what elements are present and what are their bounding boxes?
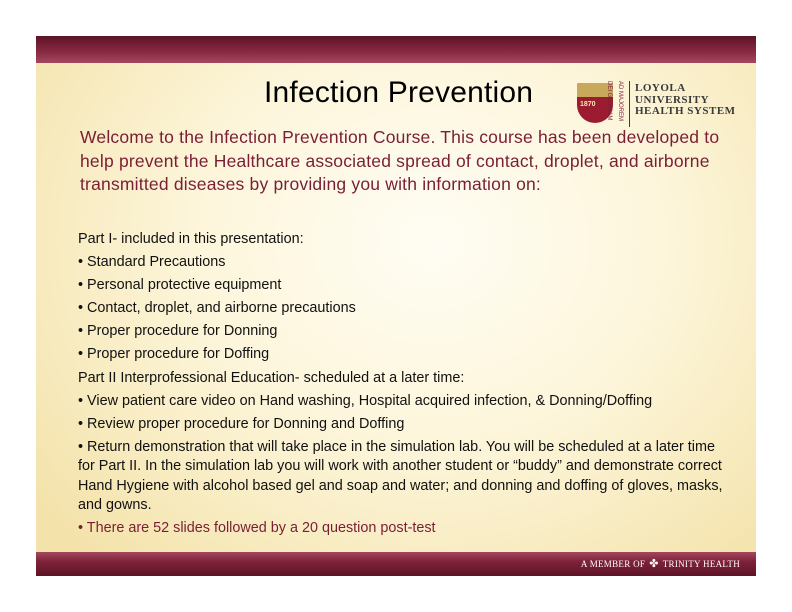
- part-2-heading: Part II Interprofessional Education- scheduled at a later time:: [78, 369, 465, 386]
- logo-divider: [629, 81, 630, 127]
- shield-motto: AD MAJOREM DEI GLORIAM: [606, 81, 623, 122]
- list-item: • Review proper procedure for Donning and Doffing: [78, 415, 405, 432]
- list-item: • Proper procedure for Doffing: [78, 346, 270, 363]
- return-demo-item: • Return demonstration that will take place in the simulation lab. You will be scheduled at a later time for Part II. In the simulation lab you will work with another student or “buddy” and demonstrate correct Hand Hygiene with alcohol based gel and soap and water; and donning and doffing of gloves, masks, and gowns.: [78, 438, 723, 514]
- intro-paragraph: Welcome to the Infection Prevention Course. This course has been developed to help prevent the Healthcare associated spread of contact, droplet, and airborne transmitted diseases by providing you with information on:: [80, 127, 720, 194]
- footer-text-after: TRINITY HEALTH: [662, 558, 740, 569]
- part-1-heading: Part I- included in this presentation:: [78, 231, 304, 247]
- footer-text-before: A MEMBER OF: [580, 558, 646, 569]
- logo-text: [635, 83, 736, 118]
- slide: [36, 36, 756, 576]
- list-item: • Standard Precautions: [78, 254, 226, 271]
- top-banner: [36, 36, 756, 63]
- trinity-health-icon: ✤: [649, 558, 659, 570]
- slides-note: • There are 52 slides followed by a 20 question post-test: [78, 519, 436, 536]
- shield-year: 1870: [580, 101, 596, 108]
- list-item: • Proper procedure for Donning: [78, 323, 278, 340]
- content-list: [78, 228, 728, 538]
- bottom-banner: [36, 552, 756, 576]
- footer-affiliation: [581, 557, 740, 570]
- logo-line-2: UNIVERSITY: [635, 93, 710, 106]
- logo-line-1: LOYOLA: [635, 82, 686, 94]
- list-item: • Contact, droplet, and airborne precautions: [78, 300, 356, 317]
- logo-line-3: HEALTH SYSTEM: [635, 105, 736, 117]
- list-item: • View patient care video on Hand washing, Hospital acquired infection, & Donning/Doffing: [78, 392, 653, 409]
- slide-title: Infection Prevention: [264, 76, 534, 109]
- list-item: • Personal protective equipment: [78, 277, 282, 294]
